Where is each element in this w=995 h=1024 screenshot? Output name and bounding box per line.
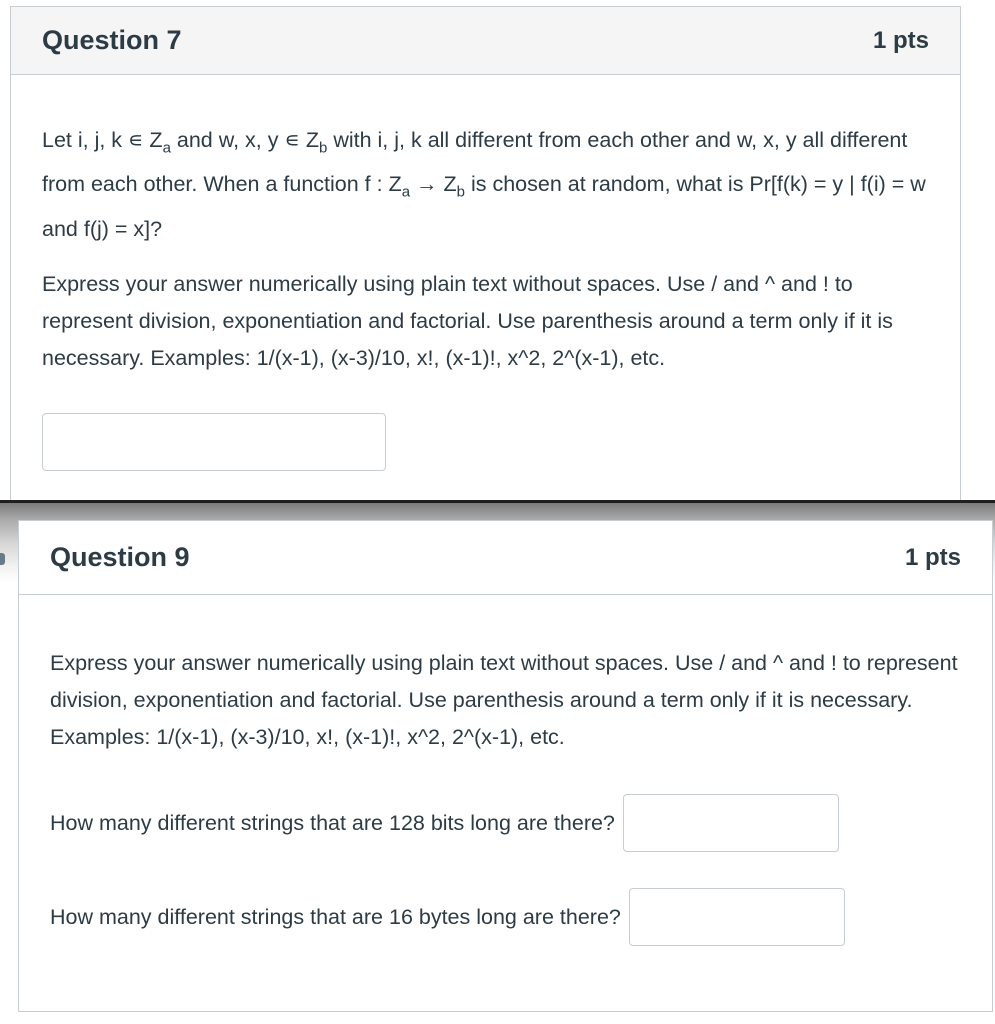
- subscript-b-1: b: [319, 139, 328, 157]
- subscript-a-1: a: [162, 139, 171, 157]
- question-7-instructions: Express your answer numerically using plain text without spaces. Use / and ^ and ! to represent division, exponentiation and factorial. Use parenthesis around a term only if it is necessary. Examples: 1/(x-1), (x-3)/10, x!, (x-1)!, x^2, 2^(x-1), etc.: [42, 271, 893, 370]
- prompt-text-2: and w, x, y ∊ Z: [170, 128, 319, 152]
- question-9-card: [18, 520, 993, 1012]
- subscript-b-2: b: [456, 183, 465, 201]
- subscript-a-2: a: [401, 183, 411, 201]
- question-7-points: 1 pts: [872, 26, 929, 54]
- question-7-card: [10, 6, 961, 500]
- question-9-part-2: [50, 888, 961, 946]
- question-9-header: [19, 521, 992, 595]
- question-9-instructions: Express your answer numerically using plain text without spaces. Use / and ^ and ! to represent division, exponentiation and factorial. Use parenthesis around a term only if it is necessary. Examples: 1/(x-1), (x-3)/10, x!, (x-1)!, x^2, 2^(x-1), etc.: [50, 651, 958, 749]
- prompt-text-4: → Z: [410, 172, 457, 197]
- question-9-title: Question 9: [50, 542, 190, 572]
- question-9-part-1-text: How many different strings that are 128 bits long are there?: [50, 810, 615, 835]
- question-7-answer-input[interactable]: [42, 413, 386, 471]
- question-7-header: [11, 7, 960, 75]
- question-9-part-1: [50, 794, 961, 852]
- prompt-text-1: Let i, j, k ∊ Z: [42, 128, 163, 152]
- question-7-title: Question 7: [42, 25, 182, 55]
- question-9-part-2-text: How many different strings that are 16 bytes long are there?: [50, 904, 621, 929]
- prompt-text-3: with i, j, k all different from each other and w, x, y all different from each other. When a function f : Z: [42, 128, 908, 197]
- question-9-part-2-input[interactable]: [629, 888, 845, 946]
- question-7-body: [11, 75, 960, 471]
- left-edge-marker: [0, 553, 5, 565]
- question-9-part-1-input[interactable]: [623, 794, 839, 852]
- question-9-points: 1 pts: [904, 543, 961, 571]
- question-7-prompt: [42, 122, 929, 248]
- prompt-text-5: is chosen at random, what is Pr[f(k) = y | f(i) = w and f(j) = x]?: [42, 172, 926, 241]
- question-9-body: [19, 595, 992, 946]
